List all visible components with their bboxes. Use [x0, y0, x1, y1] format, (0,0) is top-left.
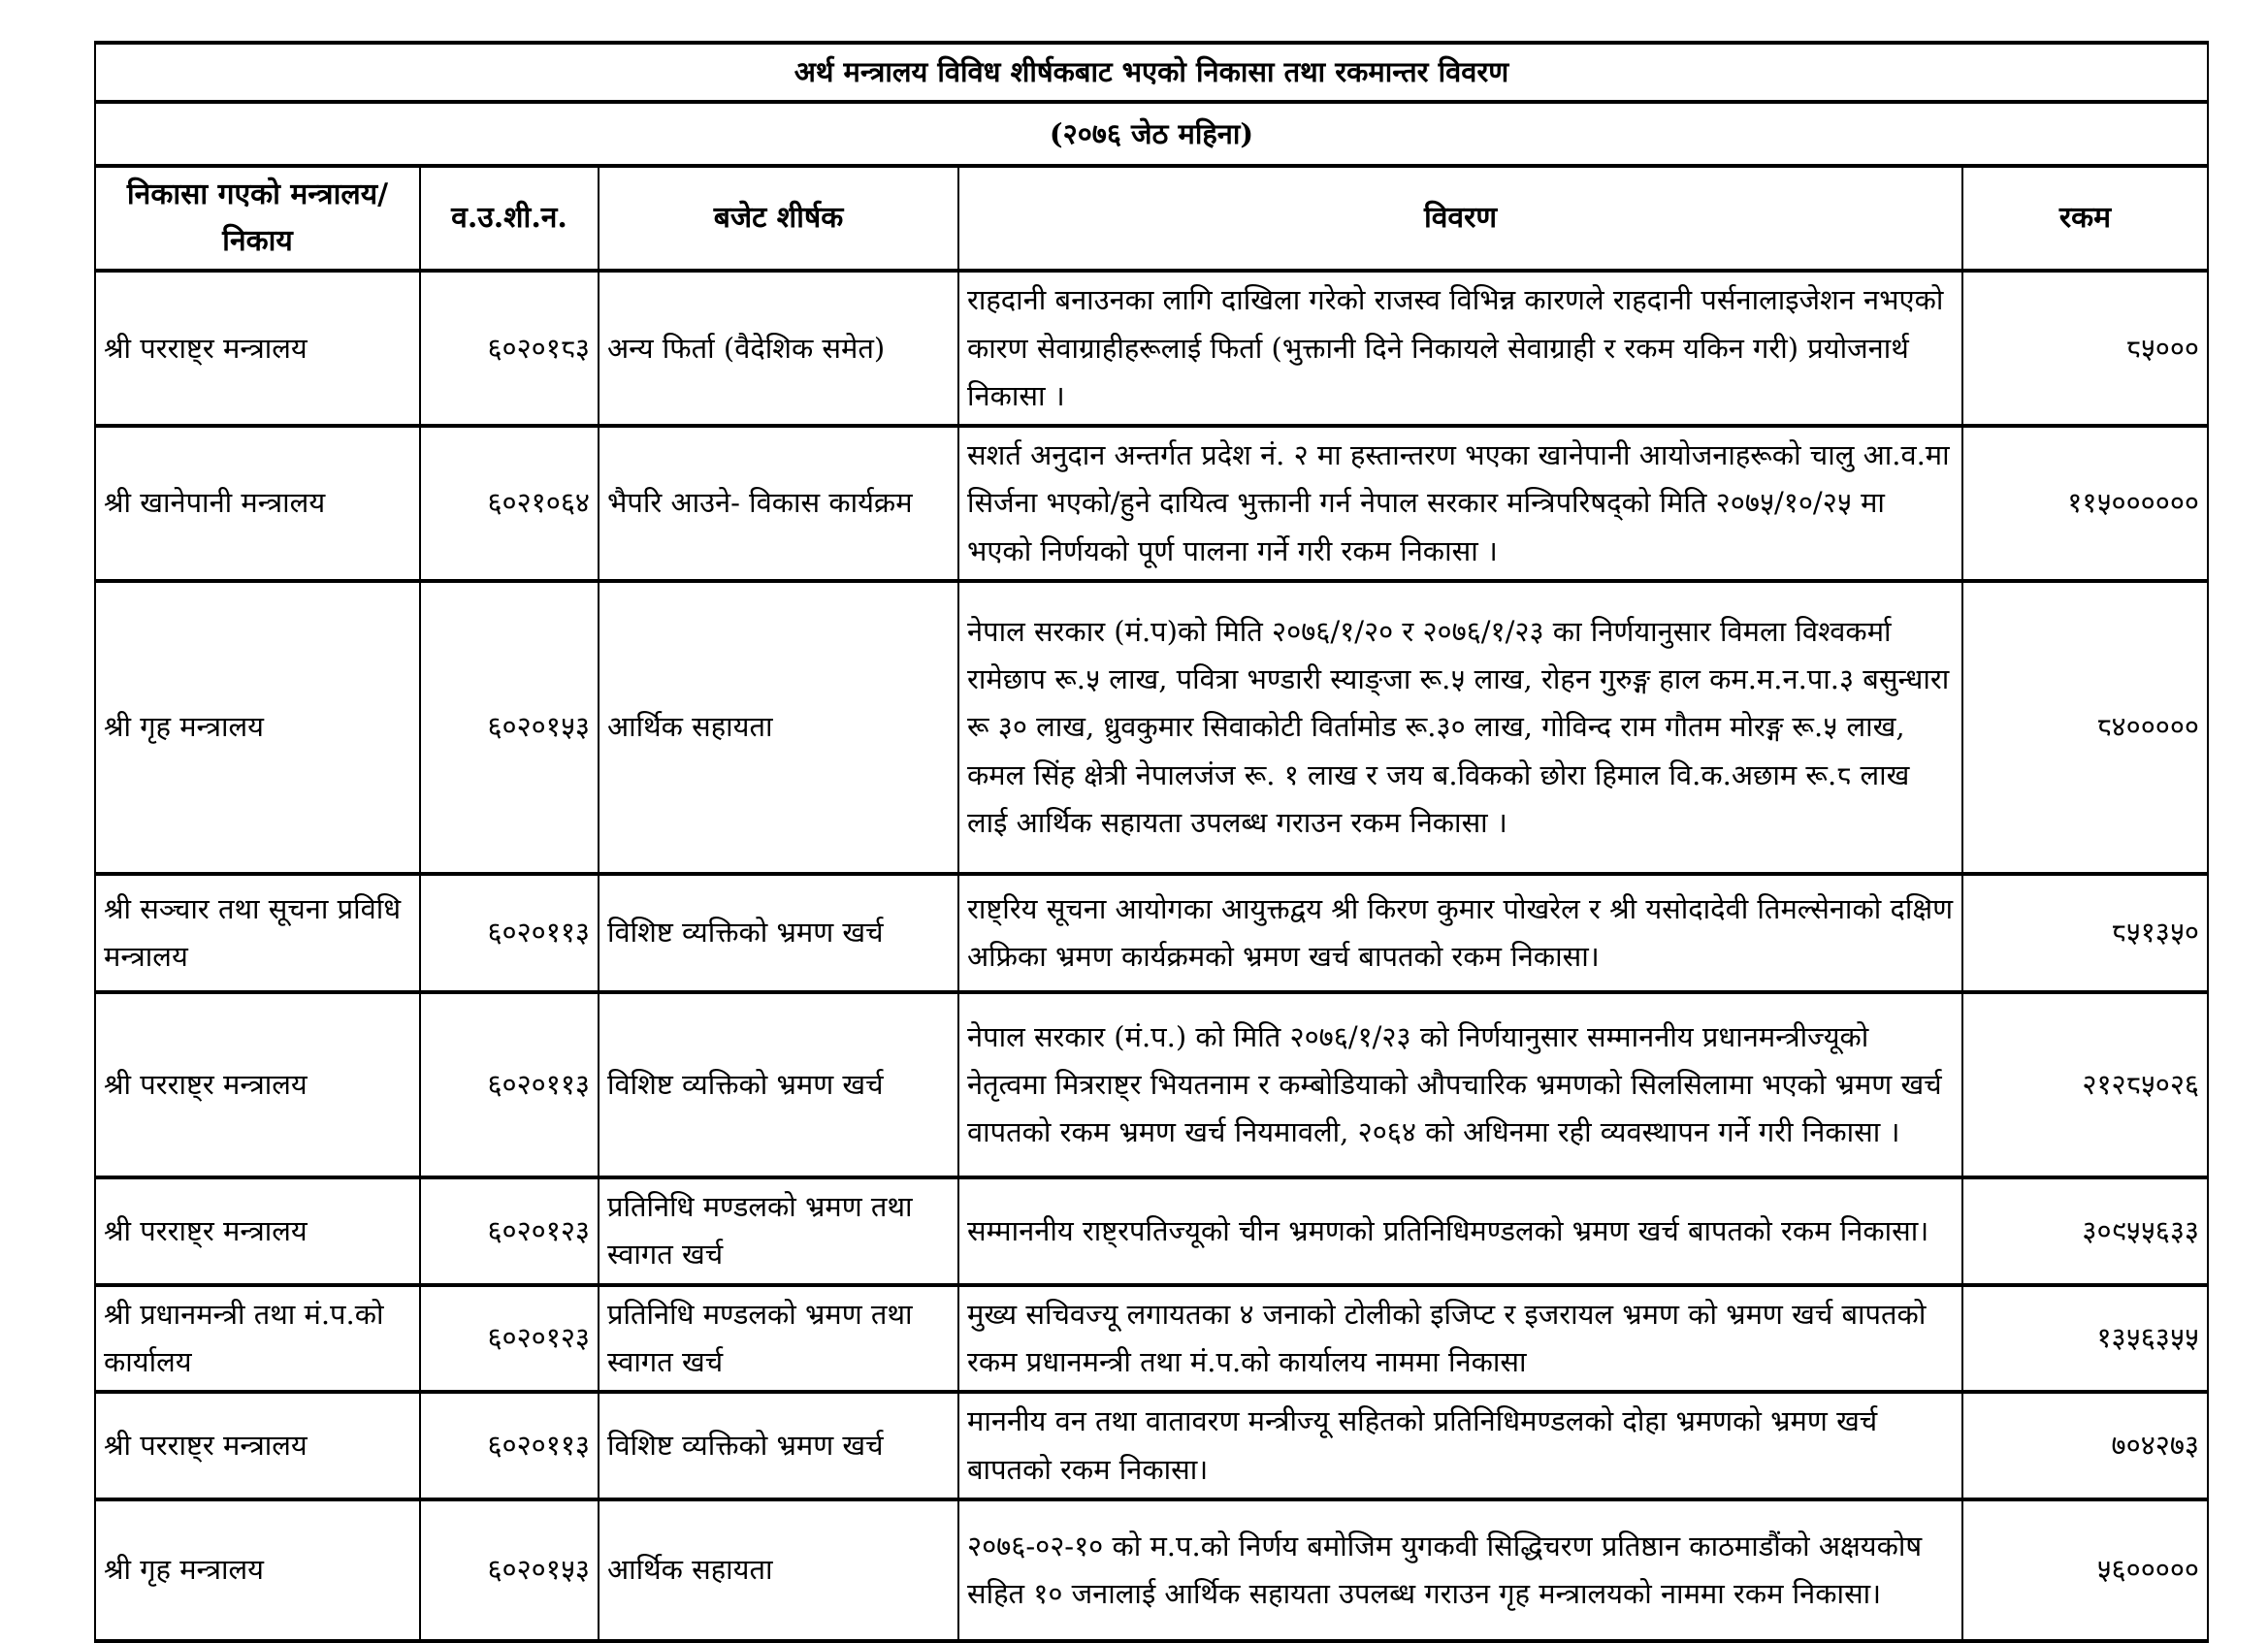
header-budget-title: बजेट शीर्षक — [599, 166, 958, 271]
code-cell: ६०२०१२३ — [420, 1177, 599, 1285]
report-sheet — [94, 41, 2207, 1643]
document-title: अर्थ मन्त्रालय विविध शीर्षकबाट भएको निकासा तथा रकमान्तर विवरण — [95, 43, 2208, 102]
table-row — [95, 426, 2208, 581]
description-cell: मुख्य सचिवज्यू लगायतका ४ जनाको टोलीको इजिप्ट र इजरायल भ्रमण को भ्रमण खर्च बापतको रकम प्रधानमन्त्री तथा मं.प.को कार्यालय नाममा निकासा — [958, 1285, 1962, 1393]
description-cell: माननीय वन तथा वातावरण मन्त्रीज्यू सहितको प्रतिनिधिमण्डलको दोहा भ्रमणको भ्रमण खर्च बापतको रकम निकासा। — [958, 1392, 1962, 1499]
description-cell: २०७६-०२-१० को म.प.को निर्णय बमोजिम युगकवी सिद्धिचरण प्रतिष्ठान काठमाडौंको अक्षयकोष सहित १० जनालाई आर्थिक सहायता उपलब्ध गराउन गृह मन्त्रालयको नाममा रकम निकासा। — [958, 1499, 1962, 1641]
amount-cell: १३५६३५५ — [1962, 1285, 2208, 1393]
code-cell: ६०२०१५३ — [420, 1499, 599, 1641]
description-cell: सम्माननीय राष्ट्रपतिज्यूको चीन भ्रमणको प्रतिनिधिमण्डलको भ्रमण खर्च बापतको रकम निकासा। — [958, 1177, 1962, 1285]
description-cell: राष्ट्रिय सूचना आयोगका आयुक्तद्वय श्री किरण कुमार पोखरेल र श्री यसोदादेवी तिमल्सेनाको दक्षिण अफ्रिका भ्रमण कार्यक्रमको भ्रमण खर्च बापतको रकम निकासा। — [958, 874, 1962, 992]
amount-cell: ८५००० — [1962, 271, 2208, 426]
amount-cell: ३०९५५६३३ — [1962, 1177, 2208, 1285]
code-cell: ६०२०११३ — [420, 992, 599, 1177]
budget-title-cell: विशिष्ट व्यक्तिको भ्रमण खर्च — [599, 1392, 958, 1499]
subtitle-row — [95, 102, 2208, 166]
ministry-cell: श्री प्रधानमन्त्री तथा मं.प.को कार्यालय — [95, 1285, 420, 1393]
ministry-cell: श्री परराष्ट्र मन्त्रालय — [95, 992, 420, 1177]
table-row — [95, 1499, 2208, 1641]
document-subtitle: (२०७६ जेठ महिना) — [95, 102, 2208, 166]
amount-cell: ८५१३५० — [1962, 874, 2208, 992]
code-cell: ६०२०११३ — [420, 874, 599, 992]
budget-title-cell: अन्य फिर्ता (वैदेशिक समेत) — [599, 271, 958, 426]
budget-title-cell: आर्थिक सहायता — [599, 581, 958, 874]
amount-cell: ८४००००० — [1962, 581, 2208, 874]
code-cell: ६०२०१८३ — [420, 271, 599, 426]
table-row — [95, 1392, 2208, 1499]
amount-cell: २१२८५०२६ — [1962, 992, 2208, 1177]
description-cell: नेपाल सरकार (मं.प)को मिति २०७६/१/२० र २०७६/१/२३ का निर्णयानुसार विमला विश्वकर्मा रामेछाप रू.५ लाख, पवित्रा भण्डारी स्याङ्जा रू.५ लाख, रोहन गुरुङ्ग हाल कम.म.न.पा.३ बसुन्धारा रू ३० लाख, ध्रुवकुमार सिवाकोटी विर्तामोड रू.३० लाख, गोविन्द राम गौतम मोरङ्ग रू.५ लाख, कमल सिंह क्षेत्री नेपालजंज रू. १ लाख र जय ब.विकको छोरा हिमाल वि.क.अछाम रू.८ लाख लाई आर्थिक सहायता उपलब्ध गराउन रकम निकासा । — [958, 581, 1962, 874]
table-row — [95, 271, 2208, 426]
table-row — [95, 1177, 2208, 1285]
code-cell: ६०२०१२३ — [420, 1285, 599, 1393]
amount-cell: ५६००००० — [1962, 1499, 2208, 1641]
description-cell: राहदानी बनाउनका लागि दाखिला गरेको राजस्व विभिन्न कारणले राहदानी पर्सनालाइजेशन नभएको कारण सेवाग्राहीहरूलाई फिर्ता (भुक्तानी दिने निकायले सेवाग्राही र रकम यकिन गरी) प्रयोजनार्थ निकासा । — [958, 271, 1962, 426]
code-cell: ६०२०११३ — [420, 1392, 599, 1499]
ministry-cell: श्री सञ्चार तथा सूचना प्रविधि मन्त्रालय — [95, 874, 420, 992]
header-row — [95, 166, 2208, 271]
header-description: विवरण — [958, 166, 1962, 271]
disbursement-table — [94, 41, 2209, 1643]
code-cell: ६०२०१५३ — [420, 581, 599, 874]
ministry-cell: श्री गृह मन्त्रालय — [95, 581, 420, 874]
budget-title-cell: आर्थिक सहायता — [599, 1499, 958, 1641]
title-row — [95, 43, 2208, 102]
budget-title-cell: प्रतिनिधि मण्डलको भ्रमण तथा स्वागत खर्च — [599, 1285, 958, 1393]
budget-title-cell: भैपरि आउने- विकास कार्यक्रम — [599, 426, 958, 581]
table-row — [95, 992, 2208, 1177]
description-cell: सशर्त अनुदान अन्तर्गत प्रदेश नं. २ मा हस्तान्तरण भएका खानेपानी आयोजनाहरूको चालु आ.व.मा सिर्जना भएको/हुने दायित्व भुक्तानी गर्न नेपाल सरकार मन्त्रिपरिषद्को मिति २०७५/१०/२५ मा भएको निर्णयको पूर्ण पालना गर्ने गरी रकम निकासा । — [958, 426, 1962, 581]
budget-title-cell: विशिष्ट व्यक्तिको भ्रमण खर्च — [599, 874, 958, 992]
ministry-cell: श्री खानेपानी मन्त्रालय — [95, 426, 420, 581]
ministry-cell: श्री परराष्ट्र मन्त्रालय — [95, 1392, 420, 1499]
header-amount: रकम — [1962, 166, 2208, 271]
code-cell: ६०२१०६४ — [420, 426, 599, 581]
header-code: व.उ.शी.न. — [420, 166, 599, 271]
ministry-cell: श्री गृह मन्त्रालय — [95, 1499, 420, 1641]
table-row — [95, 581, 2208, 874]
budget-title-cell: विशिष्ट व्यक्तिको भ्रमण खर्च — [599, 992, 958, 1177]
table-row — [95, 874, 2208, 992]
description-cell: नेपाल सरकार (मं.प.) को मिति २०७६/१/२३ को निर्णयानुसार सम्माननीय प्रधानमन्त्रीज्यूको नेतृत्वमा मित्रराष्ट्र भियतनाम र कम्बोडियाको औपचारिक भ्रमणको सिलसिलामा भएको भ्रमण खर्च वापतको रकम भ्रमण खर्च नियमावली, २०६४ को अधिनमा रही व्यवस्थापन गर्ने गरी निकासा । — [958, 992, 1962, 1177]
table-row — [95, 1285, 2208, 1393]
header-ministry: निकासा गएको मन्त्रालय/निकाय — [95, 166, 420, 271]
ministry-cell: श्री परराष्ट्र मन्त्रालय — [95, 271, 420, 426]
ministry-cell: श्री परराष्ट्र मन्त्रालय — [95, 1177, 420, 1285]
budget-title-cell: प्रतिनिधि मण्डलको भ्रमण तथा स्वागत खर्च — [599, 1177, 958, 1285]
amount-cell: ७०४२७३ — [1962, 1392, 2208, 1499]
amount-cell: ११५०००००० — [1962, 426, 2208, 581]
